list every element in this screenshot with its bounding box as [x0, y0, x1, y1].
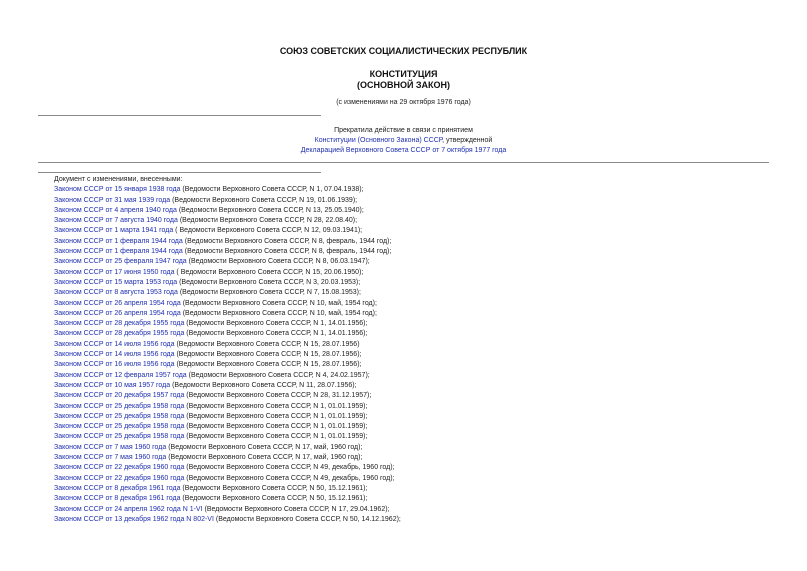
amendment-source: (Ведомости Верховного Совета СССР, N 1, 14.01.1956);: [184, 330, 368, 338]
amendment-item: [54, 340, 754, 350]
document-title: КОНСТИТУЦИЯ: [369, 69, 438, 79]
amendment-law-link[interactable]: Законом СССР от 17 июня 1950 года: [54, 268, 175, 276]
amendment-source: (Ведомости Верховного Совета СССР, N 19, 01.06.1939);: [170, 196, 358, 204]
amendment-law-link[interactable]: Законом СССР от 8 декабря 1961 года: [54, 484, 181, 492]
amendment-item: [54, 206, 754, 216]
amendment-source: (Ведомости Верховного Совета СССР, N 10, май, 1954 год);: [180, 309, 377, 317]
amendment-law-link[interactable]: Законом СССР от 14 июля 1956 года: [54, 340, 175, 348]
amendment-item: [54, 268, 754, 278]
amendment-law-link[interactable]: Законом СССР от 1 февраля 1944 года: [54, 248, 183, 256]
amendment-item: [54, 412, 754, 422]
amendment-source: (Ведомости Верховного Совета СССР, N 50, 15.12.1961);: [180, 495, 368, 503]
amendment-law-link[interactable]: Законом СССР от 22 декабря 1960 года: [54, 474, 185, 482]
termination-text: Прекратила действие в связи с принятием: [334, 127, 473, 134]
amendment-source: (Ведомости Верховного Совета СССР, N 49, декабрь, 1960 год);: [184, 464, 395, 472]
amendment-source: (Ведомости Верховного Совета СССР, N 1, 01.01.1959);: [184, 402, 368, 410]
amendment-law-link[interactable]: Законом СССР от 1 марта 1941 года: [54, 227, 174, 235]
amendment-source: (Ведомости Верховного Совета СССР, N 50, 14.12.1962);: [213, 515, 401, 523]
amendments-intro: Документ с изменениями, внесенными:: [54, 176, 183, 183]
amendment-item: [54, 247, 754, 257]
amendment-item: [54, 391, 754, 401]
amendment-law-link[interactable]: Законом СССР от 25 декабря 1958 года: [54, 433, 185, 441]
amendment-source: ( Ведомости Верховного Совета СССР, N 12, 09.03.1941);: [173, 227, 363, 235]
union-title: СОЮЗ СОВЕТСКИХ СОЦИАЛИСТИЧЕСКИХ РЕСПУБЛИК: [279, 46, 528, 56]
amendment-source: (Ведомости Верховного Совета СССР, N 1, 01.01.1959);: [184, 433, 368, 441]
amendment-source: ( Ведомости Верховного Совета СССР, N 15, 20.06.1950);: [174, 268, 364, 276]
amendment-source: (Ведомости Верховного Совета СССР, N 8, 06.03.1947);: [186, 258, 370, 266]
amendment-law-link[interactable]: Законом СССР от 26 апреля 1954 года: [54, 309, 181, 317]
amendment-source: (Ведомости Верховного Совета СССР, N 1, 07.04.1938);: [180, 186, 364, 194]
amendment-source: (Ведомости Верховного Совета СССР, N 15, 28.07.1956);: [174, 361, 362, 369]
divider-top: [38, 115, 321, 116]
amendment-law-link[interactable]: Законом СССР от 8 декабря 1961 года: [54, 495, 181, 503]
declaration-link[interactable]: Декларацией Верховного Совета СССР от 7 октября 1977 года: [300, 147, 507, 154]
amendment-law-link[interactable]: Законом СССР от 13 декабря 1962 года N 802-VI: [54, 515, 214, 523]
amendment-source: (Ведомости Верховного Совета СССР, N 11, 28.07.1956);: [170, 381, 357, 389]
termination-line-2: [0, 136, 807, 146]
amendment-item: [54, 257, 754, 267]
constitution-1977-link[interactable]: Конституции (Основного Закона) СССР: [314, 137, 443, 144]
amendment-law-link[interactable]: Законом СССР от 15 марта 1953 года: [54, 278, 178, 286]
amendment-item: [54, 422, 754, 432]
divider-lower: [38, 172, 321, 173]
amendment-item: [54, 196, 754, 206]
amendment-item: [54, 505, 754, 515]
amendment-law-link[interactable]: Законом СССР от 10 мая 1957 года: [54, 381, 171, 389]
amendment-item: [54, 216, 754, 226]
amendment-law-link[interactable]: Законом СССР от 1 февраля 1944 года: [54, 237, 183, 245]
amendment-item: [54, 463, 754, 473]
amendment-law-link[interactable]: Законом СССР от 15 января 1938 года: [54, 186, 181, 194]
termination-approved-text: , утвержденной: [442, 137, 493, 144]
amendment-source: (Ведомости Верховного Совета СССР, N 8, февраль, 1944 год);: [182, 237, 392, 245]
amendment-item: [54, 443, 754, 453]
amendment-item: [54, 484, 754, 494]
amendment-source: (Ведомости Верховного Совета СССР, N 1, 01.01.1959);: [184, 412, 368, 420]
amendment-law-link[interactable]: Законом СССР от 14 июля 1956 года: [54, 351, 175, 359]
amendment-law-link[interactable]: Законом СССР от 25 декабря 1958 года: [54, 402, 185, 410]
amendment-item: [54, 371, 754, 381]
amendment-source: (Ведомости Верховного Совета СССР, N 15, 28.07.1956);: [174, 351, 362, 359]
amendments-section: [54, 175, 754, 525]
amendment-item: [54, 278, 754, 288]
amendment-item: [54, 381, 754, 391]
amendment-item: [54, 288, 754, 298]
divider-middle: [38, 162, 769, 163]
amendment-item: [54, 237, 754, 247]
amendment-law-link[interactable]: Законом СССР от 7 мая 1960 года: [54, 454, 167, 462]
amendment-item: [54, 226, 754, 236]
amendment-item: [54, 474, 754, 484]
amendment-item: [54, 453, 754, 463]
amendment-item: [54, 309, 754, 319]
amendment-law-link[interactable]: Законом СССР от 28 декабря 1955 года: [54, 330, 185, 338]
amendment-source: (Ведомости Верховного Совета СССР, N 1, 01.01.1959);: [184, 423, 368, 431]
amendment-law-link[interactable]: Законом СССР от 25 февраля 1947 года: [54, 258, 187, 266]
amendment-source: (Ведомости Верховного Совета СССР, N 17, май, 1960 год);: [166, 443, 363, 451]
amendment-law-link[interactable]: Законом СССР от 16 июля 1956 года: [54, 361, 175, 369]
amendment-item: [54, 494, 754, 504]
termination-notice: [0, 126, 807, 156]
amendment-source: (Ведомости Верховного Совета СССР, N 28, 31.12.1957);: [184, 392, 372, 400]
amendment-item: [54, 299, 754, 309]
amendment-law-link[interactable]: Законом СССР от 4 апреля 1940 года: [54, 206, 177, 214]
amendment-law-link[interactable]: Законом СССР от 25 декабря 1958 года: [54, 412, 185, 420]
termination-line-3: [0, 146, 807, 156]
amendment-item: [54, 329, 754, 339]
changes-note: (с изменениями на 29 октября 1976 года): [336, 99, 471, 106]
amendment-source: (Ведомости Верховного Совета СССР, N 8, февраль, 1944 год);: [182, 248, 392, 256]
amendment-source: (Ведомости Верховного Совета СССР, N 17, май, 1960 год);: [166, 454, 363, 462]
amendment-source: (Ведомости Верховного Совета СССР, N 50, 15.12.1961);: [180, 484, 368, 492]
amendment-item: [54, 319, 754, 329]
amendment-law-link[interactable]: Законом СССР от 7 августа 1940 года: [54, 217, 178, 225]
amendment-source: (Ведомости Верховного Совета СССР, N 13, 25.05.1940);: [176, 206, 364, 214]
amendment-source: (Ведомости Верховного Совета СССР, N 49, декабрь, 1960 год);: [184, 474, 395, 482]
amendment-law-link[interactable]: Законом СССР от 31 мая 1939 года: [54, 196, 171, 204]
amendment-law-link[interactable]: Законом СССР от 7 мая 1960 года: [54, 443, 167, 451]
amendment-source: (Ведомости Верховного Совета СССР, N 17, 29.04.1962);: [202, 505, 390, 513]
amendment-source: (Ведомости Верховного Совета СССР, N 3, 20.03.1953);: [177, 278, 361, 286]
amendment-item: [54, 185, 754, 195]
amendment-item: [54, 350, 754, 360]
amendment-item: [54, 402, 754, 412]
document-subtitle: (ОСНОВНОЙ ЗАКОН): [356, 80, 451, 90]
amendment-item: [54, 432, 754, 442]
amendment-source: (Ведомости Верховного Совета СССР, N 4, 24.02.1957);: [186, 371, 370, 379]
amendments-list: [54, 185, 754, 525]
amendment-source: (Ведомости Верховного Совета СССР, N 1, 14.01.1956);: [184, 320, 368, 328]
amendment-source: (Ведомости Верховного Совета СССР, N 10, май, 1954 год);: [180, 299, 377, 307]
amendment-source: (Ведомости Верховного Совета СССР, N 7, 15.08.1953);: [177, 289, 361, 297]
amendment-law-link[interactable]: Законом СССР от 28 декабря 1955 года: [54, 320, 185, 328]
amendment-law-link[interactable]: Законом СССР от 22 декабря 1960 года: [54, 464, 185, 472]
amendment-law-link[interactable]: Законом СССР от 8 августа 1953 года: [54, 289, 178, 297]
amendment-law-link[interactable]: Законом СССР от 20 декабря 1957 года: [54, 392, 185, 400]
amendment-law-link[interactable]: Законом СССР от 24 апреля 1962 года N 1-VI: [54, 505, 203, 513]
amendment-source: (Ведомости Верховного Совета СССР, N 28, 22.08.40);: [177, 217, 358, 225]
amendment-item: [54, 515, 754, 525]
amendment-item: [54, 360, 754, 370]
amendment-law-link[interactable]: Законом СССР от 12 февраля 1957 года: [54, 371, 187, 379]
amendment-source: (Ведомости Верховного Совета СССР, N 15, 28.07.1956): [174, 340, 360, 348]
amendment-law-link[interactable]: Законом СССР от 25 декабря 1958 года: [54, 423, 185, 431]
amendment-law-link[interactable]: Законом СССР от 26 апреля 1954 года: [54, 299, 181, 307]
